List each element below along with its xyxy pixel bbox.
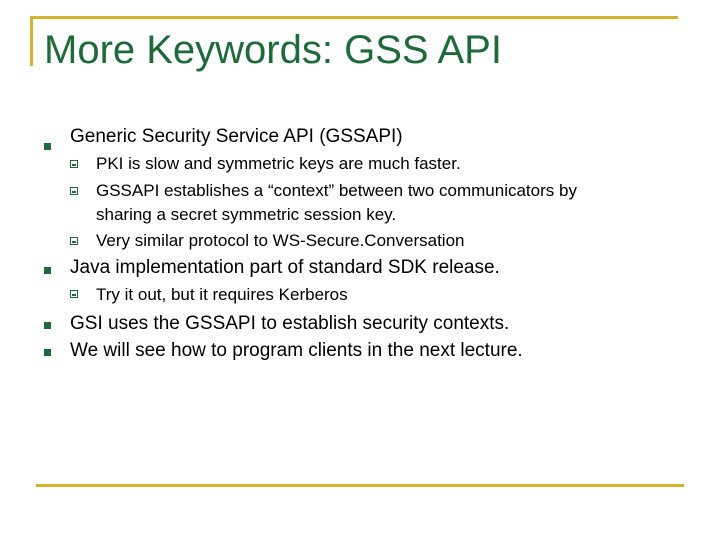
sub-bullet-square-icon <box>70 290 78 298</box>
sub-bullet-text: Try it out, but it requires Kerberos <box>96 285 348 304</box>
bullet-text: GSI uses the GSSAPI to establish security contexts. <box>70 313 510 334</box>
bullet-square-icon <box>44 322 51 329</box>
sub-bullet-square-icon <box>70 237 78 245</box>
bullet-text: We will see how to program clients in the next lecture. <box>70 340 523 361</box>
sub-bullet-text: GSSAPI establishes a “context” between two communicators by <box>96 181 577 200</box>
sub-bullet-text: Very similar protocol to WS-Secure.Conversation <box>96 231 465 250</box>
bullet-text: Java implementation part of standard SDK release. <box>70 257 500 278</box>
sub-bullet-square-icon <box>70 187 78 195</box>
sub-bullet-square-icon <box>70 160 78 168</box>
sub-bullet-continuation-text: sharing a secret symmetric session key. <box>96 205 397 224</box>
bullet-square-icon <box>44 267 51 274</box>
bullet-square-icon <box>44 143 51 150</box>
bullet-text: Generic Security Service API (GSSAPI) <box>70 126 403 147</box>
footer-rule <box>36 484 684 487</box>
sub-bullet-text: PKI is slow and symmetric keys are much faster. <box>96 154 461 173</box>
slide-title: More Keywords: GSS API <box>44 28 502 72</box>
bullet-square-icon <box>44 349 51 356</box>
